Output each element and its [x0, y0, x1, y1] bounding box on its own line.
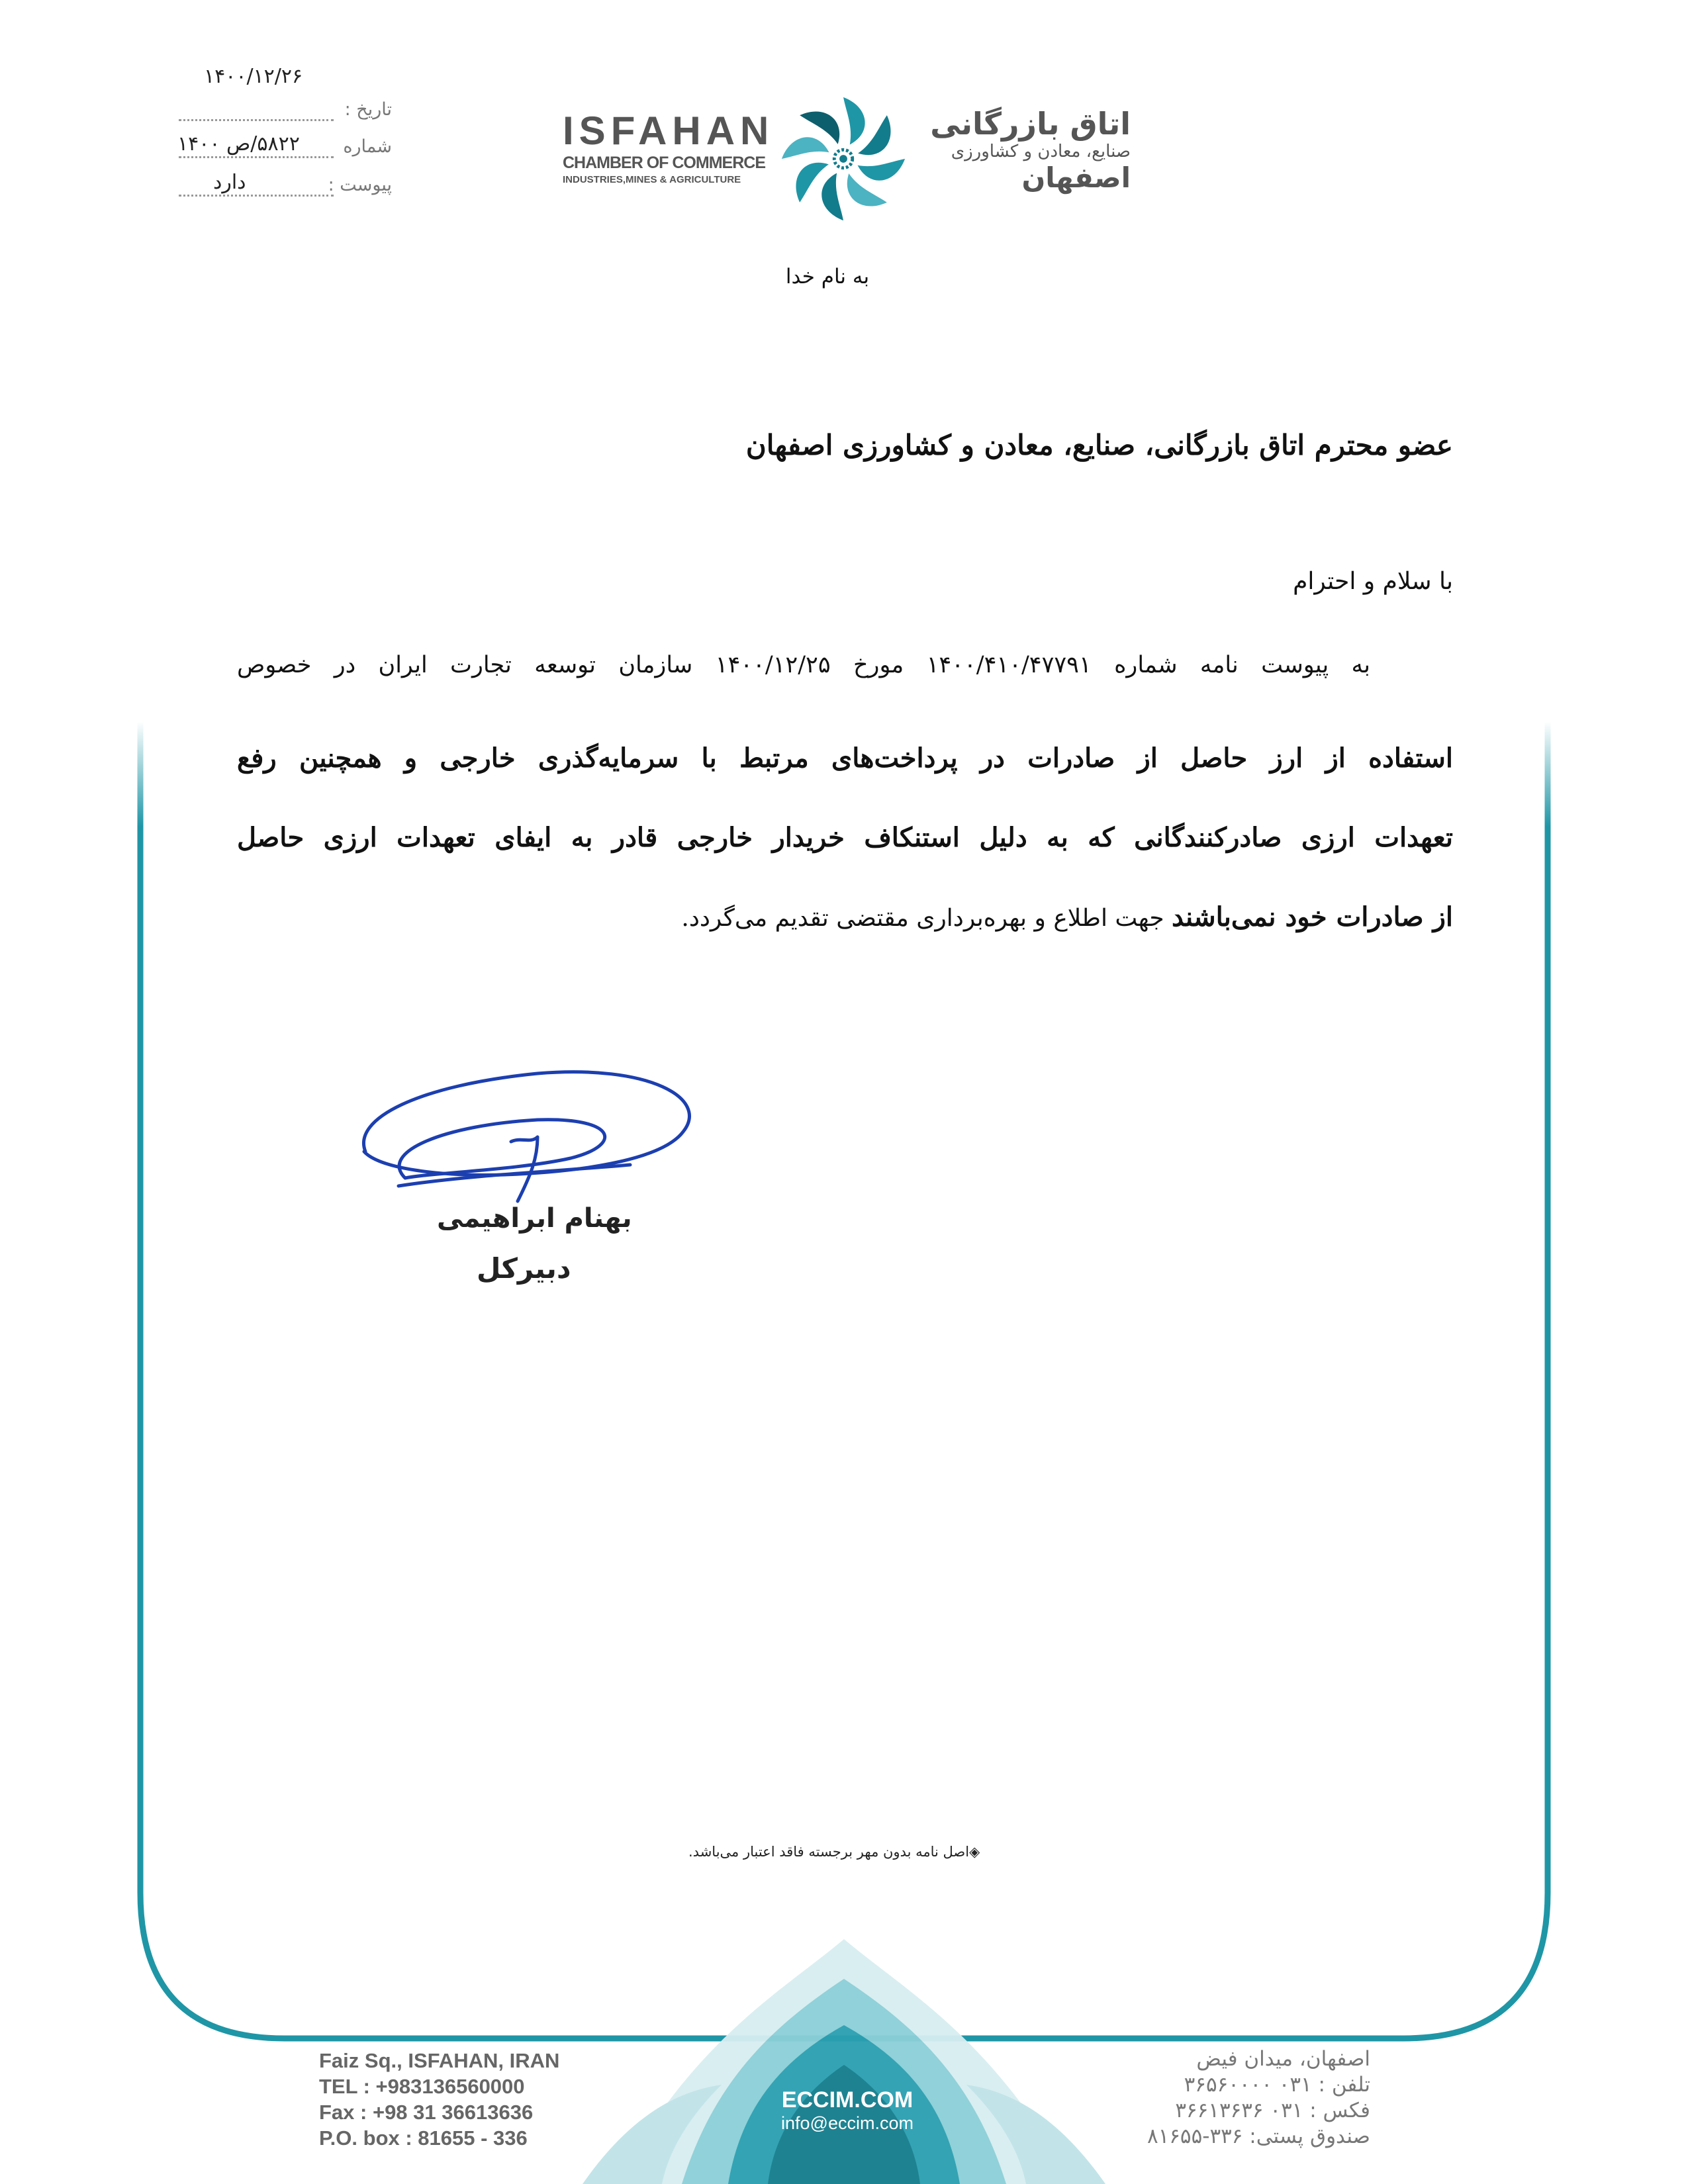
footer-fa-pobox: صندوق پستی: ۳۳۶-۸۱۶۵۵ — [1147, 2124, 1370, 2148]
logo-fa-line3: اصفهان — [1021, 161, 1131, 194]
attachment-dots — [179, 195, 334, 197]
footer-email[interactable]: info@eccim.com — [781, 2113, 914, 2133]
logo-english — [563, 111, 774, 185]
attachment-label: پیوست : — [328, 175, 392, 195]
logo-en-line2: CHAMBER OF COMMERCE — [563, 154, 765, 172]
signatory-title: دبیرکل — [477, 1252, 571, 1285]
footer-en-address: Faiz Sq., ISFAHAN, IRAN — [319, 2049, 560, 2072]
logo-en-line3: INDUSTRIES,MINES & AGRICULTURE — [563, 174, 741, 185]
validity-notice — [688, 1844, 980, 1860]
body-paragraph-line4 — [237, 901, 1453, 933]
number-dots — [179, 156, 334, 158]
logo-fa-line2: صنایع، معادن و کشاورزی — [951, 142, 1131, 161]
chamber-emblem-icon — [778, 94, 908, 224]
footer-fa-address: اصفهان، میدان فیض — [1196, 2047, 1370, 2071]
footer-en-fax: Fax : +98 31 36613636 — [319, 2101, 534, 2124]
body-paragraph-line2: استفاده از ارز حاصل از صادرات در پرداخت‌های مرتبط با سرمایه‌گذری خارجی و همچنین رفع — [237, 743, 1453, 774]
logo-persian — [912, 107, 1131, 193]
date-label: تاریخ : — [344, 99, 392, 120]
number-label: شماره — [343, 136, 392, 157]
number-value: ۵۸۲۲/ص ۱۴۰۰ — [177, 132, 300, 156]
footer-website[interactable]: ECCIM.COM — [781, 2087, 914, 2113]
body-line4-bold: از صادرات خود نمی‌باشند — [1172, 901, 1453, 933]
footer-fa-tel: تلفن : ۰۳۱ ۳۶۵۶۰۰۰۰ — [1184, 2073, 1370, 2097]
footer-en-tel: TEL : +983136560000 — [319, 2075, 525, 2098]
date-dots — [179, 119, 334, 121]
bismillah: به نام خدا — [785, 265, 870, 289]
footer-flower — [583, 1939, 1105, 2184]
footer-web — [741, 2087, 953, 2134]
signatory-name: بهنام ابراهیمی — [437, 1203, 632, 1234]
greeting: با سلام و احترام — [1293, 568, 1453, 595]
addressee: عضو محترم اتاق بازرگانی، صنایع، معادن و کشاورزی اصفهان — [745, 429, 1453, 461]
date-value: ۱۴۰۰/۱۲/۲۶ — [204, 65, 303, 88]
diamond-icon: ◈ — [969, 1844, 980, 1860]
body-line4-normal: جهت اطلاع و بهره‌برداری مقتضی تقدیم می‌گردد. — [681, 905, 1172, 932]
logo-en-name: ISFAHAN — [563, 109, 774, 153]
attachment-value: دارد — [213, 171, 246, 194]
handwritten-signature — [339, 1059, 710, 1211]
footer-en-pobox: P.O. box : 81655 - 336 — [319, 2126, 528, 2150]
footer-persian-contact — [1147, 2046, 1370, 2150]
footer-fa-fax: فکس : ۰۳۱ ۳۶۶۱۳۶۳۶ — [1175, 2099, 1370, 2122]
logo-fa-line1: اتاق بازرگانی — [930, 106, 1131, 142]
body-paragraph-line1: به پیوست نامه شماره ۱۴۰۰/۴۱۰/۴۷۷۹۱ مورخ ۱۴۰۰/۱۲/۲۵ سازمان توسعه تجارت ایران در خصوص — [237, 652, 1371, 678]
body-paragraph-line3: تعهدات ارزی صادرکنندگانی که به دلیل استنکاف خریدار خارجی قادر به ایفای تعهدات ارزی حاصل — [237, 822, 1453, 853]
footer-english-contact — [319, 2048, 559, 2151]
validity-notice-text: اصل نامه بدون مهر برجسته فاقد اعتبار می‌باشد. — [688, 1844, 970, 1860]
